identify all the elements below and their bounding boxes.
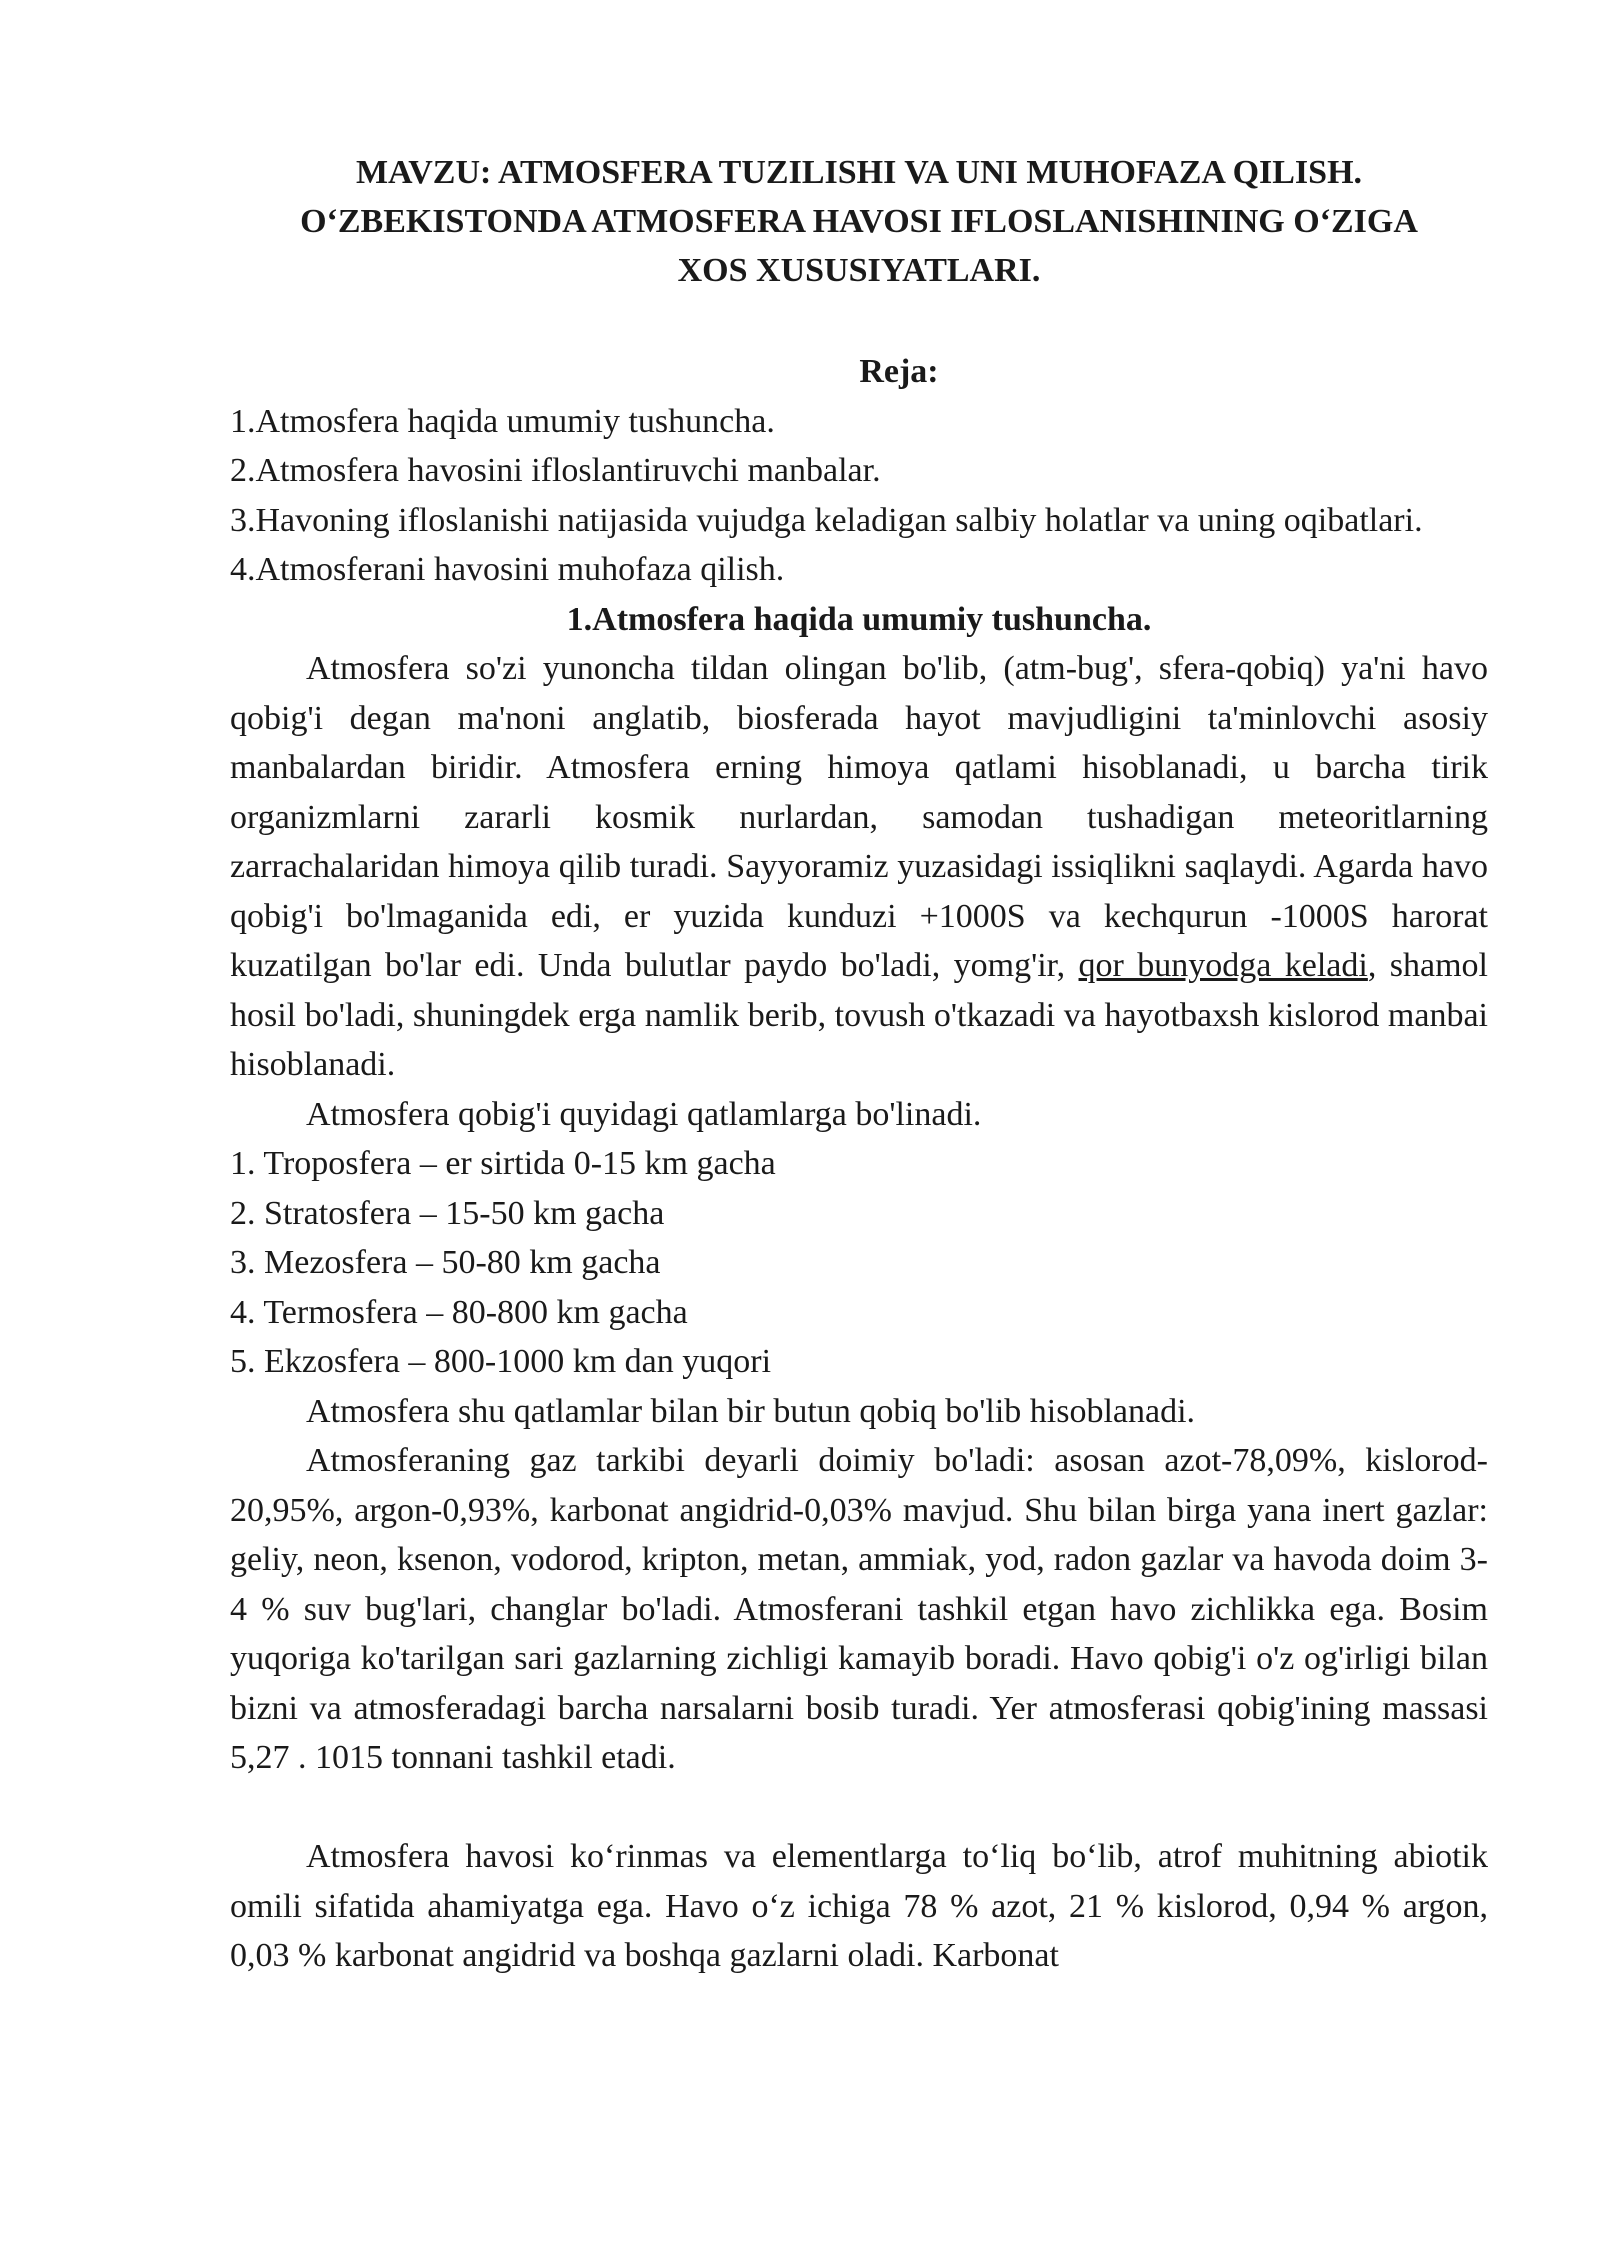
title-line-2: O‘ZBEKISTONDA ATMOSFERA HAVOSI IFLOSLANISHINING O‘ZIGA — [300, 203, 1418, 240]
plan-item-2: 2.Atmosfera havosini ifloslantiruvchi manbalar. — [230, 452, 881, 489]
paragraph-layers-summary: Atmosfera shu qatlamlar bilan bir butun qobiq bo'lib hisoblanadi. — [306, 1392, 1196, 1430]
paragraph-intro-text-a: Atmosfera so'zi yunoncha tildan olingan bo'lib, (atm-bug', sfera-qobiq) ya'ni havo qobig'i degan ma'noni anglatib, biosferada hayot mavjudligini ta'minlovchi asosiy manbalardan biridir. Atmosfera erning himoya qatlami hisoblanadi, u barcha tirik organizmlarni zararli kosmik nurlardan, samodan tushadigan meteoritlarning zarrachalaridan himoya qilib turadi. Sayyoramiz yuzasidagi issiqlikni saqlaydi. Agarda havo qobig'i bo'lmaganida edi, er yuzida kunduzi +1000S va kechqurun -1000S harorat kuzatilgan bo'lar edi. Unda bulutlar paydo bo'ladi, yomg'ir, — [230, 650, 1488, 984]
underlined-phrase: qor bunyodga keladi — [1078, 947, 1368, 984]
plan-item-4: 4.Atmosferani havosini muhofaza qilish. — [230, 551, 785, 588]
section-heading-1: 1.Atmosfera haqida umumiy tushuncha. — [566, 600, 1152, 638]
paragraph-intro — [230, 644, 1488, 1090]
document-page — [230, 148, 1488, 1981]
plan-heading: Reja: — [859, 353, 939, 390]
document-title — [230, 148, 1488, 295]
layer-item-3: 3. Mezosfera – 50-80 km gacha — [230, 1244, 661, 1281]
paragraph-intro-text-b: , shamol hosil bo'ladi, shuningdek erga namlik berib, tovush o'tkazadi va hayotbaxsh kislorod manbai hisoblanadi. — [230, 947, 1488, 1083]
layer-item-1: 1. Troposfera – er sirtida 0-15 km gacha — [230, 1145, 776, 1182]
layer-item-2: 2. Stratosfera – 15-50 km gacha — [230, 1194, 665, 1232]
paragraph-gas-composition: Atmosferaning gaz tarkibi deyarli doimiy bo'ladi: asosan azot-78,09%, kislorod-20,95%, argon-0,93%, karbonat angidrid-0,03% mavjud. Shu bilan birga yana inert gazlar: geliy, neon, ksenon, vodorod, kripton, metan, ammiak, yod, radon gazlar va havoda doim 3-4 % suv bug'lari, changlar bo'ladi. Atmosferani tashkil etgan havo zichlikka ega. Bosim yuqoriga ko'tarilgan sari gazlarning zichligi kamayib boradi. Havo qobig'i o'z og'irligi bilan bizni va atmosferadagi barcha narsalarni bosib turadi. Yer atmosferasi qobig'ining massasi 5,27 . 1015 tonnani tashkil etadi. — [230, 1442, 1488, 1776]
paragraph-gap — [230, 1783, 1488, 1833]
title-line-1: MAVZU: ATMOSFERA TUZILISHI VA UNI MUHOFAZA QILISH. — [355, 154, 1363, 191]
plan-item-3: 3.Havoning ifloslanishi natijasida vujudga keladigan salbiy holatlar va uning oqibatlari. — [230, 501, 1423, 539]
paragraph-air-properties: Atmosfera havosi ko‘rinmas va elementlarga to‘liq bo‘lib, atrof muhitning abiotik omili sifatida ahamiyatga ega. Havo o‘z ichiga 78 % azot, 21 % kislorod, 0,94 % argon, 0,03 % karbonat angidrid va boshqa gazlarni oladi. Karbonat — [230, 1838, 1488, 1974]
paragraph-layers-intro: Atmosfera qobig'i quyidagi qatlamlarga bo'linadi. — [306, 1095, 982, 1133]
title-line-3: XOS XUSUSIYATLARI. — [677, 252, 1041, 289]
plan-item-1: 1.Atmosfera haqida umumiy tushuncha. — [230, 402, 775, 440]
layer-item-5: 5. Ekzosfera – 800-1000 km dan yuqori — [230, 1343, 772, 1380]
layer-item-4: 4. Termosfera – 80-800 km gacha — [230, 1293, 688, 1331]
